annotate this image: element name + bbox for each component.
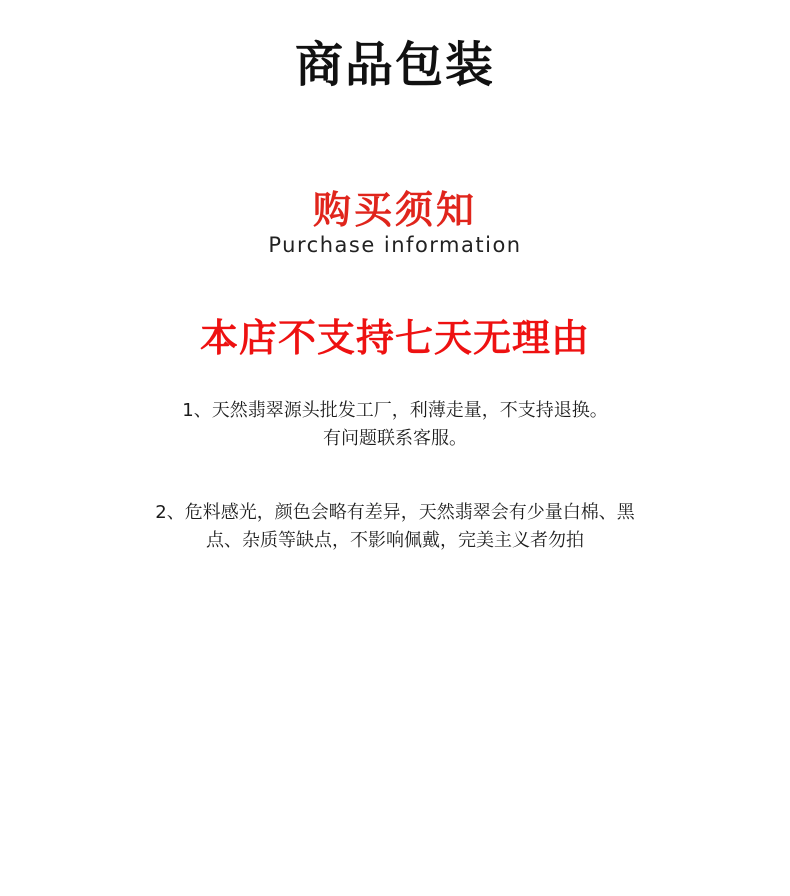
terms-item-1-line-1: 1、天然翡翠源头批发工厂，利薄走量，不支持退换。 [182,400,608,421]
terms-item-1 [95,397,695,453]
terms-item-1-line-2: 有问题联系客服。 [323,428,467,449]
terms-item-3-cropped [95,624,695,636]
page-title: 商品包装 [294,37,495,93]
terms-item-2-line-1: 2、危料感光，颜色会略有差异，天然翡翠会有少量白棉、黑 [155,502,635,523]
terms-item-2 [95,499,695,555]
no-return-policy-banner: 本店不支持七天无理由 [199,316,590,360]
terms-item-2-line-2: 点、杂质等缺点，不影响佩戴，完美主义者勿拍 [206,530,584,551]
purchase-notice-subheading: Purchase information [268,233,522,257]
purchase-notice-heading: 购买须知 [312,188,477,232]
